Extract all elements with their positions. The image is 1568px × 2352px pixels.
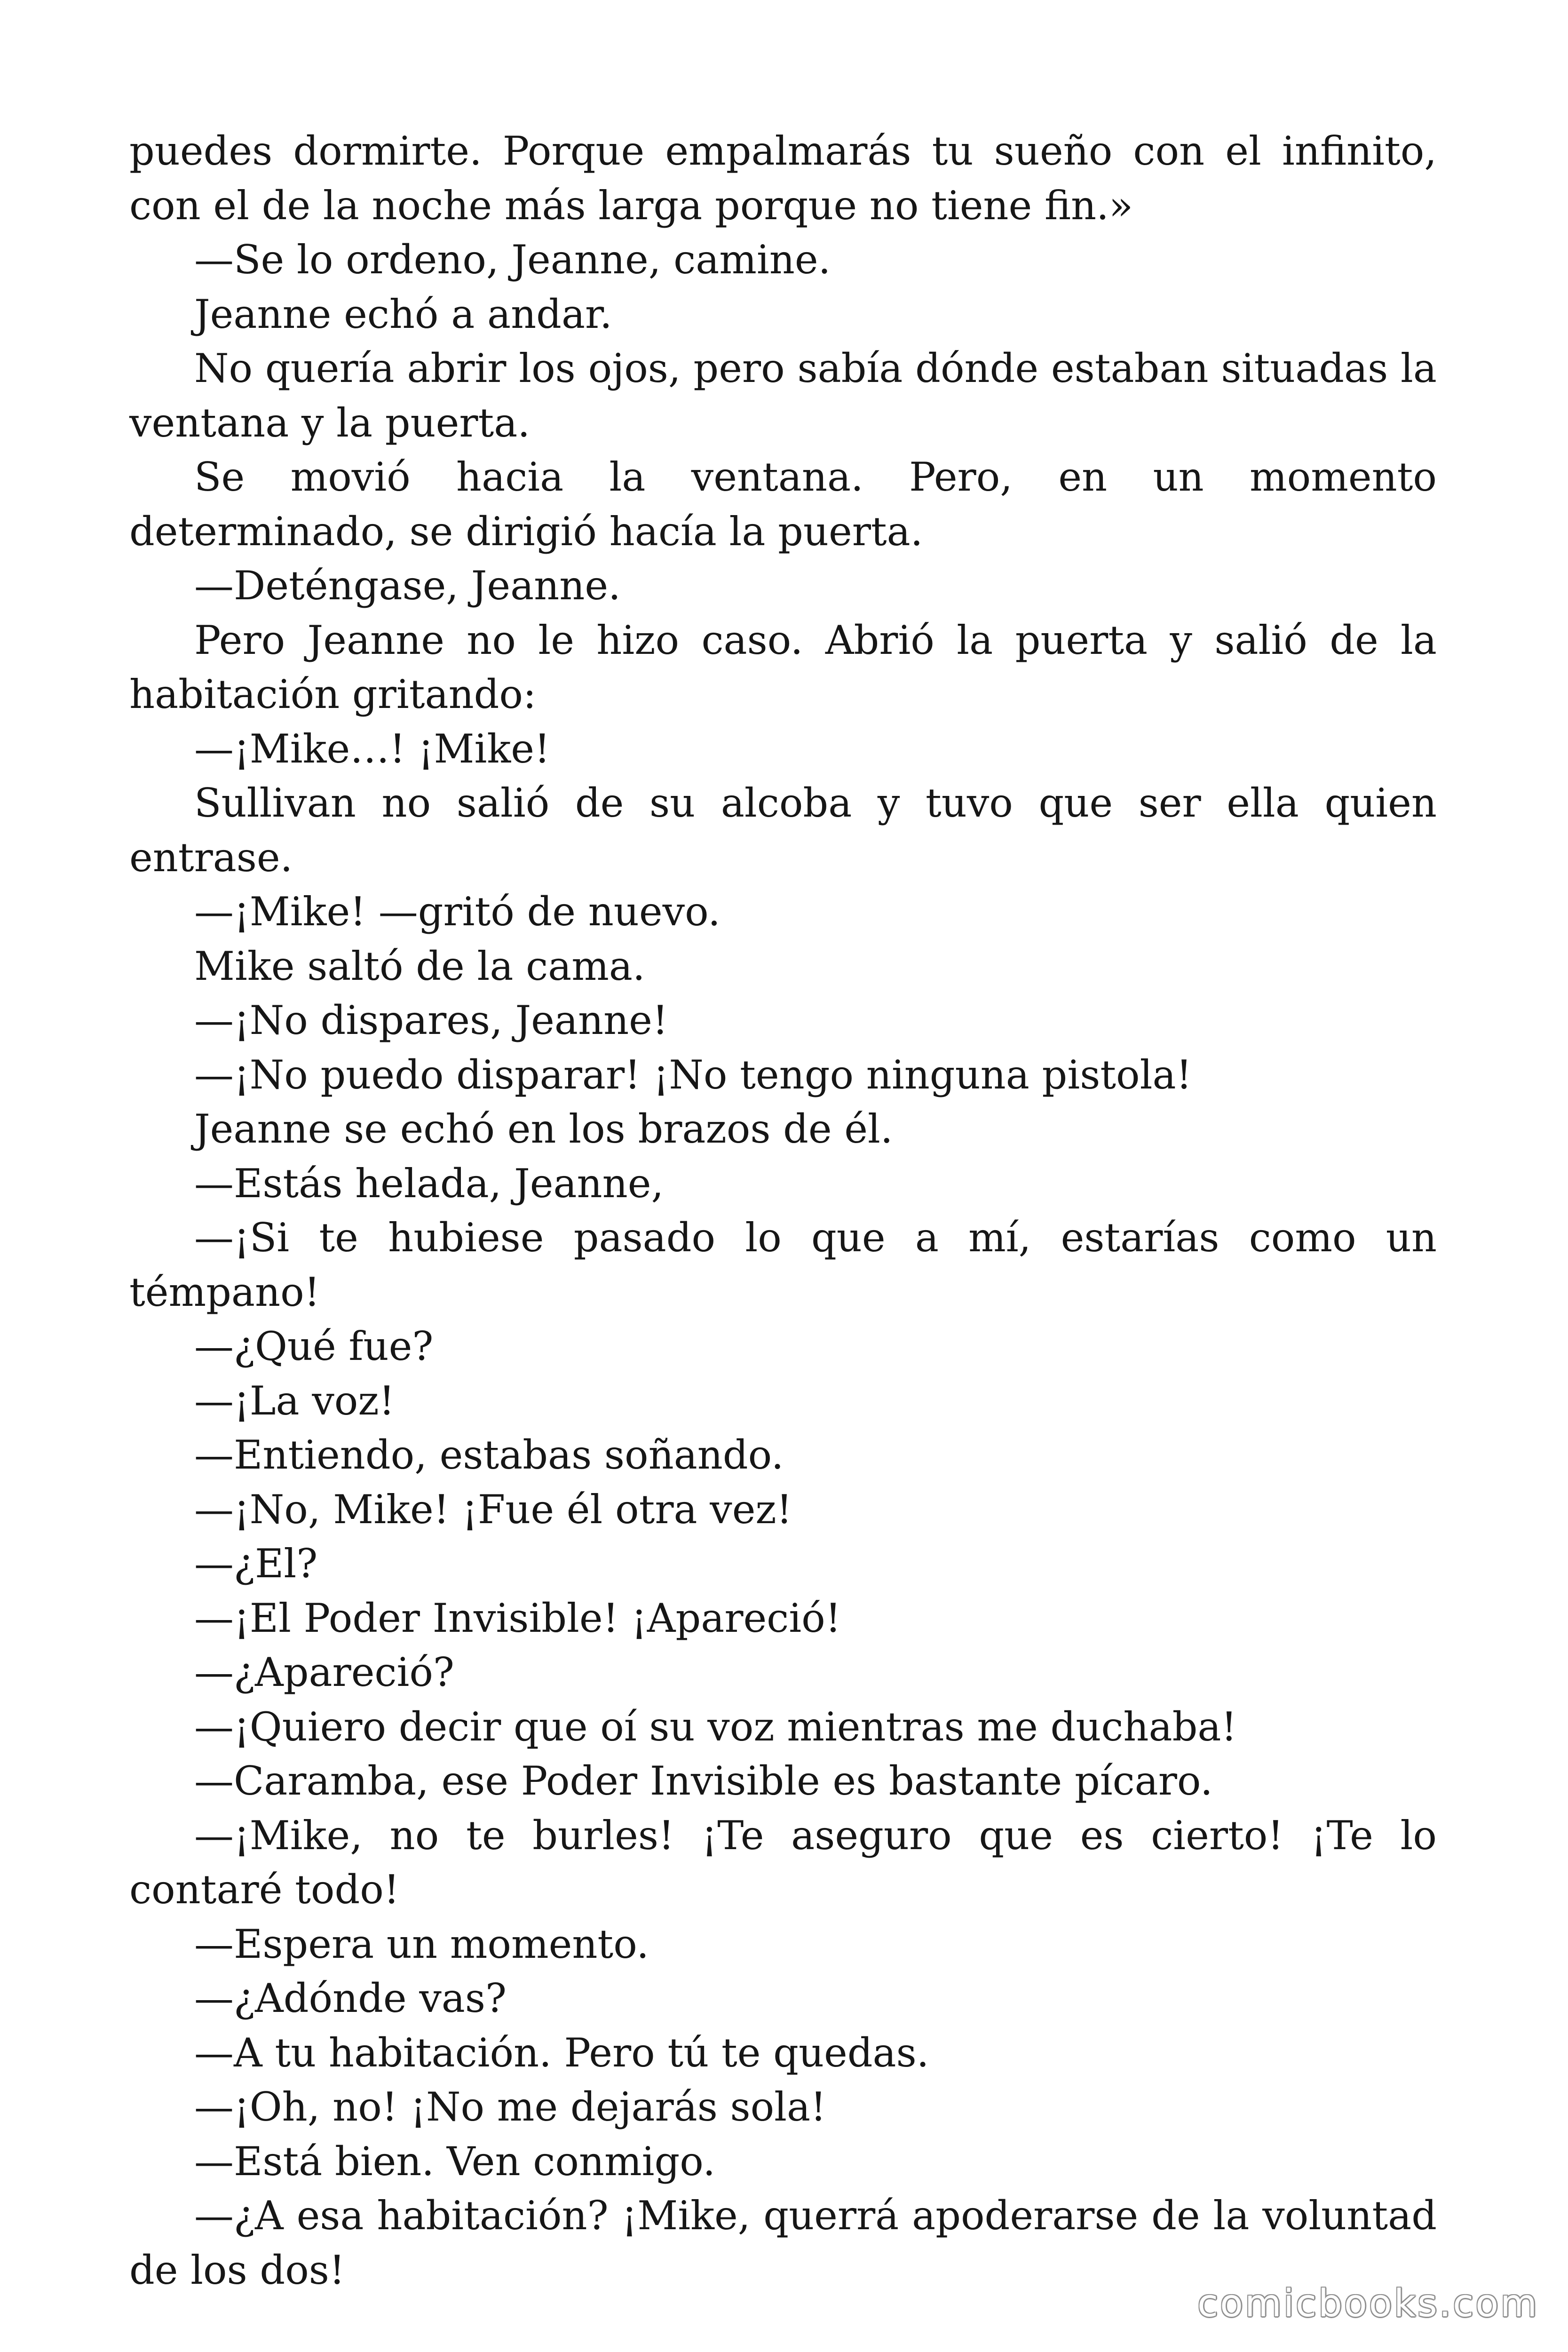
paragraph: puedes dormirte. Porque empalmarás tu sueño con el infinito, con el de la noche más larga porque no tiene fin.» — [129, 128, 1437, 229]
paragraph: —¿Apareció? — [194, 1649, 454, 1695]
paragraph: —Está bien. Ven conmigo. — [194, 2138, 716, 2185]
paragraph: —¡No, Mike! ¡Fue él otra vez! — [194, 1486, 792, 1533]
paragraph: —¡Quiero decir que oí su voz mientras me duchaba! — [194, 1703, 1237, 1750]
paragraph: —¿El? — [194, 1541, 318, 1587]
paragraph: —Espera un momento. — [194, 1921, 649, 1967]
paragraph: —¡Mike! —gritó de nuevo. — [194, 889, 721, 935]
paragraph: —Se lo ordeno, Jeanne, camine. — [194, 237, 831, 283]
paragraph: Jeanne echó a andar. — [194, 291, 612, 337]
paragraph: —¡La voz! — [194, 1377, 395, 1424]
paragraph: Sullivan no salió de su alcoba y tuvo que ser ella quien entrase. — [129, 780, 1437, 881]
paragraph: —¡Oh, no! ¡No me dejarás sola! — [194, 2084, 826, 2130]
paragraph: —¿Qué fue? — [194, 1323, 434, 1369]
paragraph: —¡Si te hubiese pasado lo que a mí, estarías como un témpano! — [129, 1215, 1437, 1315]
paragraph: —Caramba, ese Poder Invisible es bastante pícaro. — [194, 1758, 1213, 1804]
paragraph: —A tu habitación. Pero tú te quedas. — [194, 2029, 929, 2076]
paragraph: Pero Jeanne no le hizo caso. Abrió la puerta y salió de la habitación gritando: — [129, 617, 1437, 717]
paragraph: Mike saltó de la cama. — [194, 943, 645, 989]
paragraph: —¿Adónde vas? — [194, 1975, 507, 2021]
body-text — [129, 124, 1437, 2297]
paragraph: Se movió hacia la ventana. Pero, en un momento determinado, se dirigió hacía la puerta. — [129, 454, 1437, 555]
paragraph: —¡Mike, no te burles! ¡Te aseguro que es cierto! ¡Te lo contaré todo! — [129, 1812, 1437, 1913]
paragraph: —¡Mike…! ¡Mike! — [194, 725, 550, 772]
paragraph: —Estás helada, Jeanne, — [194, 1160, 664, 1207]
paragraph: —¡No puedo disparar! ¡No tengo ninguna pistola! — [194, 1051, 1192, 1098]
site-watermark: comicbooks.com — [1197, 2281, 1539, 2325]
paragraph: —¡El Poder Invisible! ¡Apareció! — [194, 1595, 841, 1641]
paragraph: Jeanne se echó en los brazos de él. — [194, 1106, 893, 1152]
paragraph: —¿A esa habitación? ¡Mike, querrá apoderarse de la voluntad de los dos! — [129, 2193, 1437, 2293]
paragraph: —¡No dispares, Jeanne! — [194, 997, 668, 1043]
paragraph: No quería abrir los ojos, pero sabía dónde estaban situadas la ventana y la puerta. — [129, 345, 1437, 446]
paragraph: —Entiendo, estabas soñando. — [194, 1432, 784, 1478]
paragraph: —Deténgase, Jeanne. — [194, 563, 621, 609]
